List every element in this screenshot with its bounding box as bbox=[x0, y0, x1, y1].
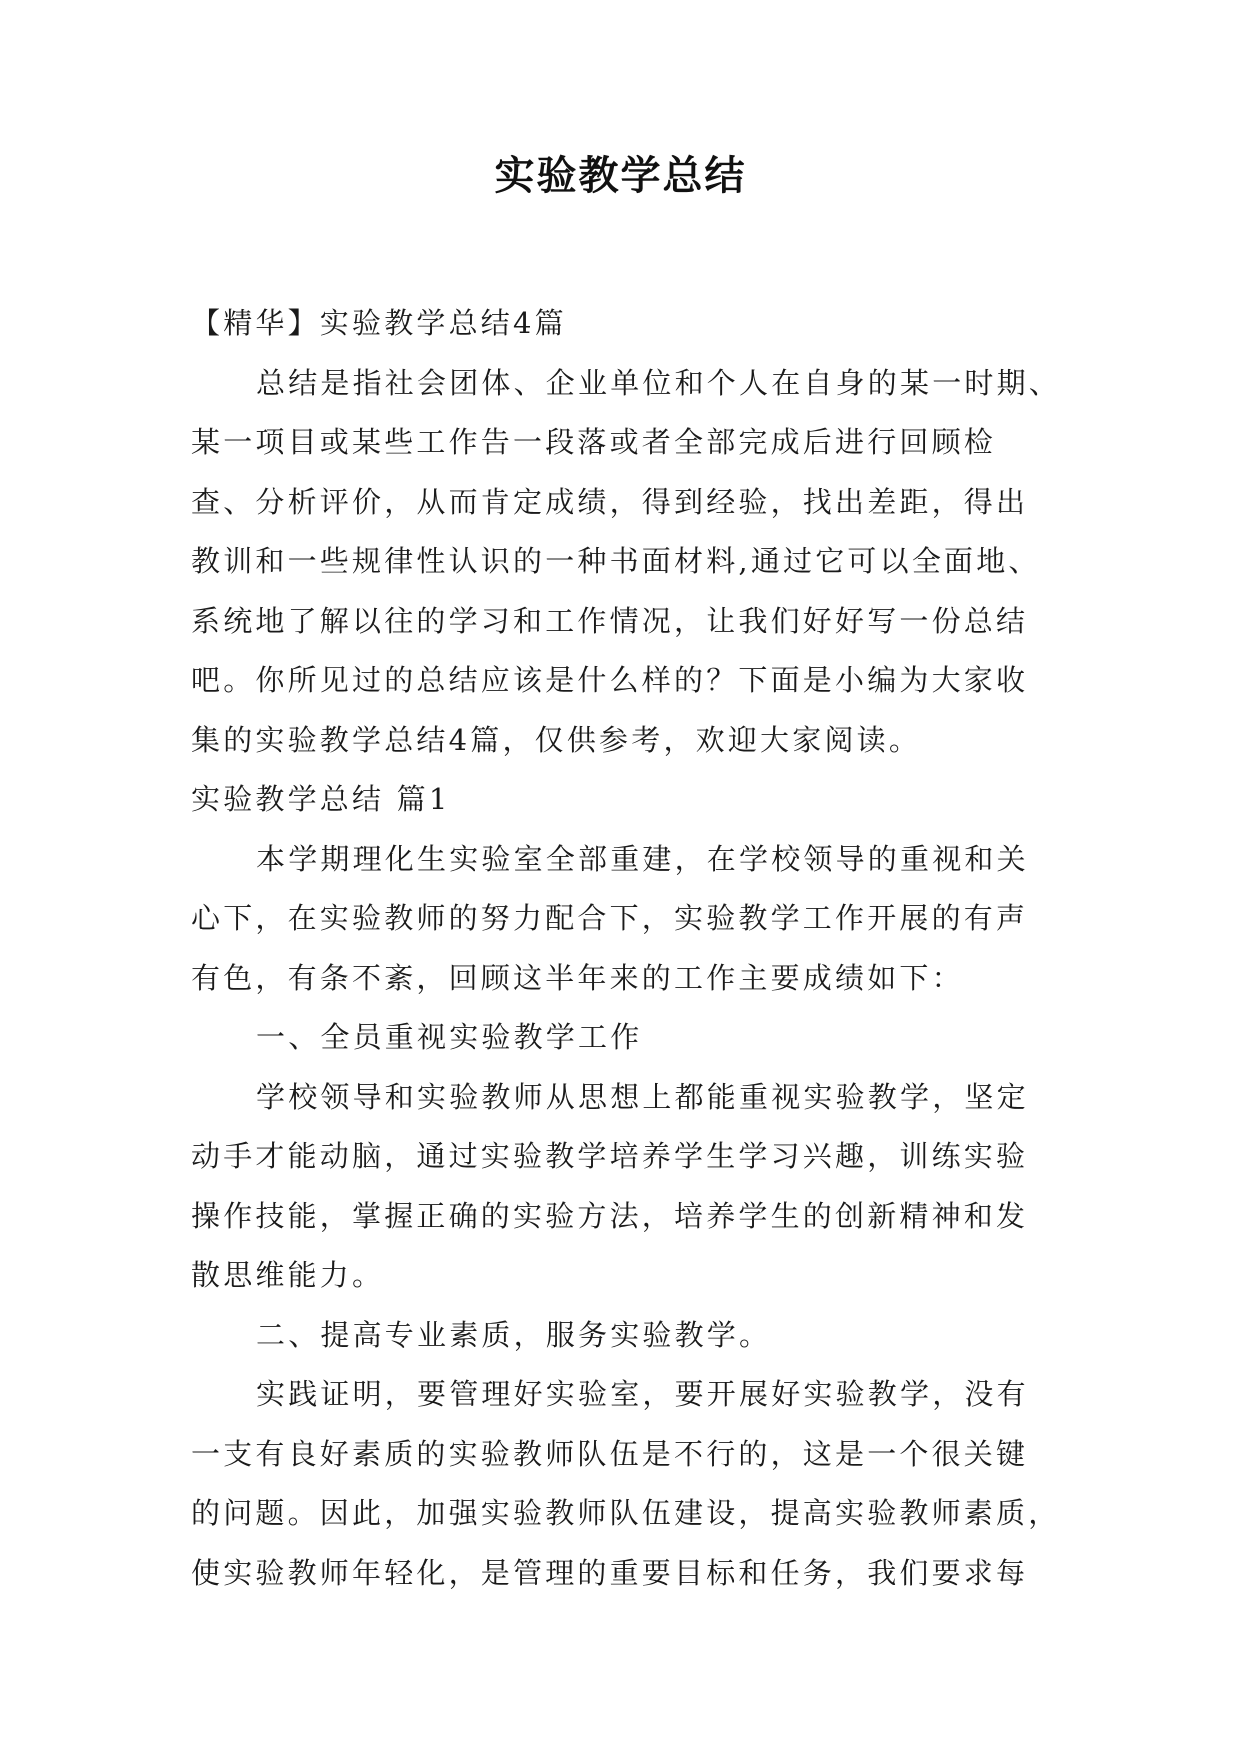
text-line: 学校领导和实验教师从思想上都能重视实验教学，坚定 bbox=[256, 1079, 1029, 1114]
text-line: 的问题。因此，加强实验教师队伍建设，提高实验教师素质， bbox=[191, 1496, 1061, 1530]
document-body bbox=[191, 294, 1062, 1603]
text-line: 一、全员重视实验教学工作 bbox=[256, 1020, 643, 1054]
text-line: 教训和一些规律性认识的一种书面材料,通过它可以全面地、 bbox=[191, 544, 1041, 578]
text-line: 操作技能，掌握正确的实验方法，培养学生的创新精神和发 bbox=[191, 1198, 1029, 1233]
text-line: 有色，有条不紊，回顾这半年来的工作主要成绩如下： bbox=[191, 960, 964, 995]
text-line: 系统地了解以往的学习和工作情况，让我们好好写一份总结 bbox=[191, 603, 1029, 638]
text-line: 动手才能动脑，通过实验教学培养学生学习兴趣，训练实验 bbox=[191, 1139, 1029, 1173]
text-line: 实验教学总结 篇1 bbox=[191, 782, 451, 816]
text-line: 实践证明，要管理好实验室，要开展好实验教学，没有 bbox=[256, 1377, 1029, 1411]
text-line: 总结是指社会团体、企业单位和个人在自身的某一时期、 bbox=[256, 365, 1062, 400]
text-line: 查、分析评价，从而肯定成绩，得到经验，找出差距，得出 bbox=[191, 484, 1029, 519]
document-title: 实验教学总结 bbox=[494, 153, 747, 199]
text-line: 使实验教师年轻化，是管理的重要目标和任务，我们要求每 bbox=[191, 1555, 1029, 1590]
text-line: 吧。你所见过的总结应该是什么样的？下面是小编为大家收 bbox=[191, 663, 1029, 697]
text-line: 某一项目或某些工作告一段落或者全部完成后进行回顾检 bbox=[191, 425, 997, 459]
text-line: 【精华】实验教学总结4篇 bbox=[191, 306, 567, 340]
text-line: 散思维能力。 bbox=[191, 1258, 385, 1292]
text-line: 心下，在实验教师的努力配合下，实验教学工作开展的有声 bbox=[191, 901, 1029, 935]
text-line: 一支有良好素质的实验教师队伍是不行的，这是一个很关键 bbox=[191, 1436, 1029, 1471]
text-line: 本学期理化生实验室全部重建，在学校领导的重视和关 bbox=[256, 841, 1029, 876]
text-line: 二、提高专业素质，服务实验教学。 bbox=[256, 1317, 772, 1352]
text-line: 集的实验教学总结4篇，仅供参考，欢迎大家阅读。 bbox=[191, 722, 922, 757]
